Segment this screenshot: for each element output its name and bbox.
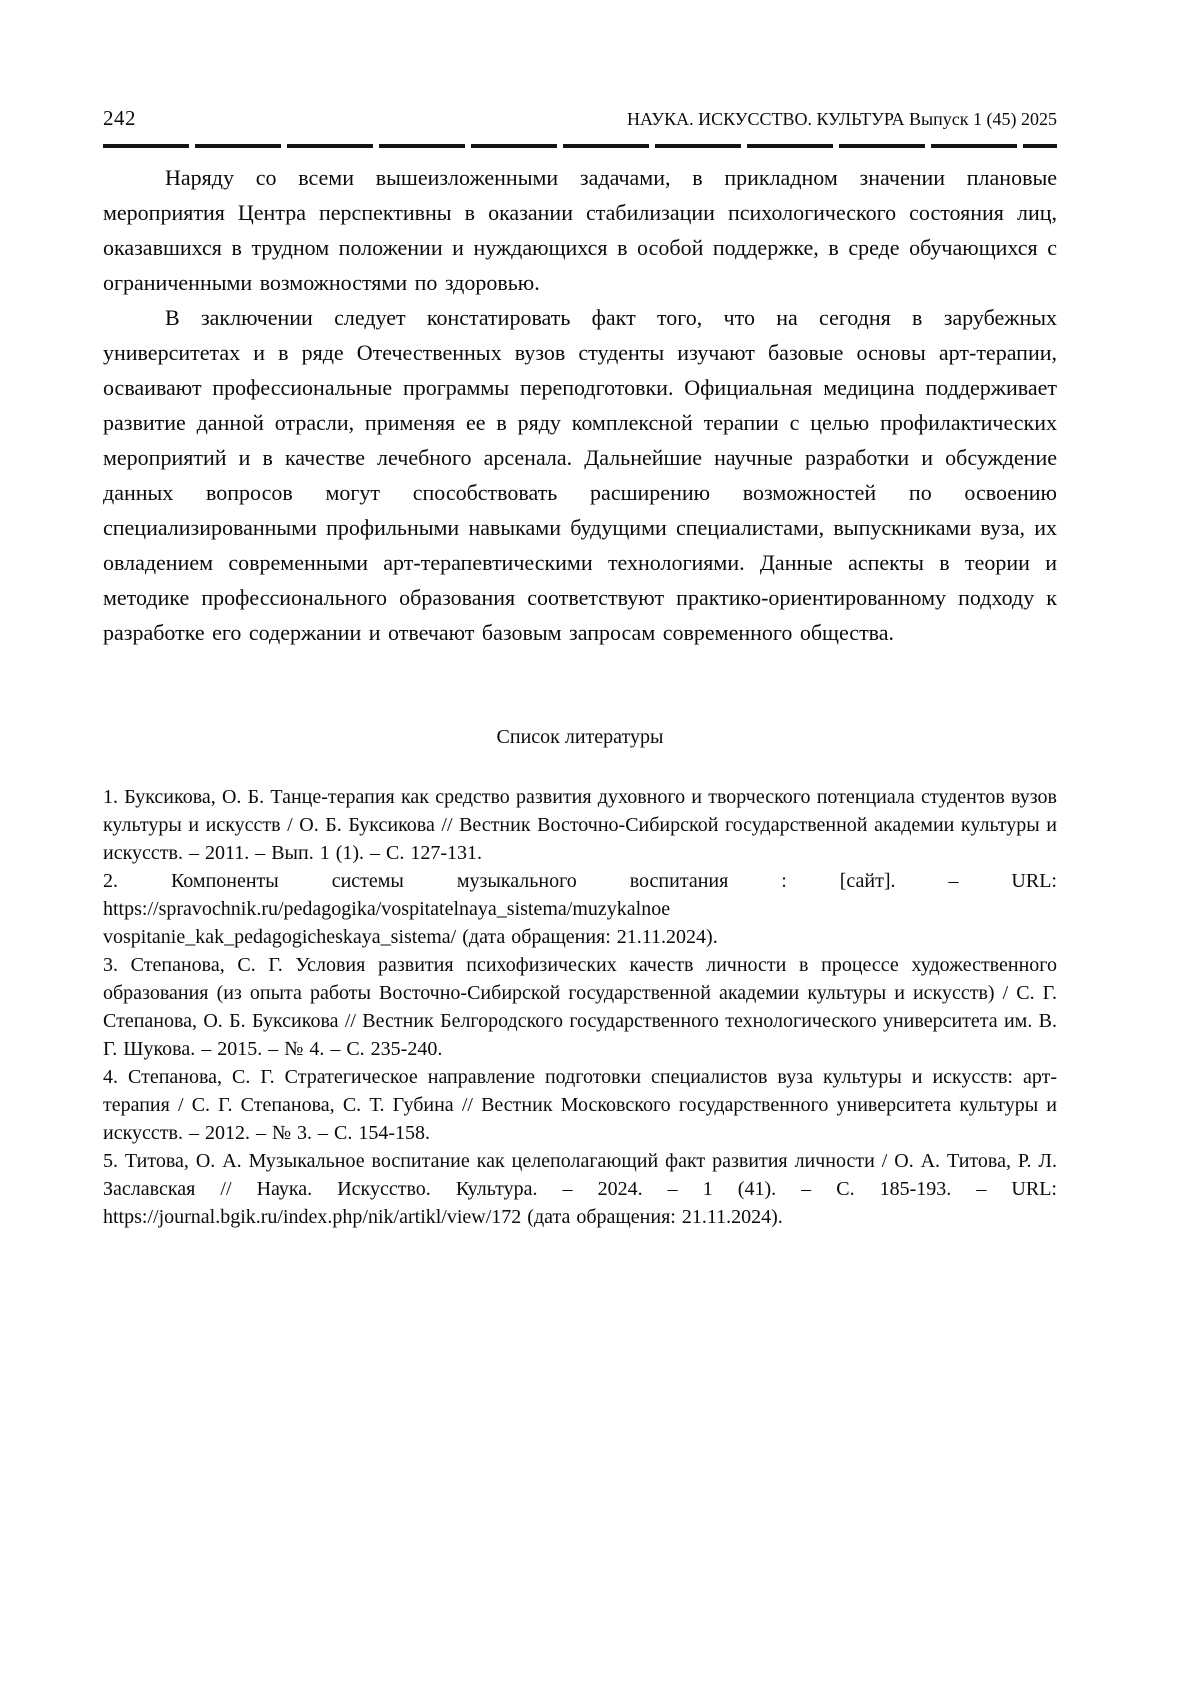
header-rule-divider — [103, 144, 1057, 148]
references-list — [103, 783, 1057, 1231]
page-header — [103, 106, 1057, 131]
reference-item-4: 4. Степанова, С. Г. Стратегическое направление подготовки специалистов вуза культуры и искусств: арт-терапия / С. Г. Степанова, С. Т. Губина // Вестник Московского государственного университета культуры и искусств. – 2012. – № 3. – С. 154-158. — [103, 1066, 1057, 1144]
article-body — [103, 160, 1057, 1231]
body-paragraph-2: В заключении следует констатировать факт того, что на сегодня в зарубежных университетах и в ряде Отечественных вузов студенты изучают базовые основы арт-терапии, осваивают профессиональные программы переподготовки. Официальная медицина поддерживает развитие данной отрасли, применяя ее в ряду комплексной терапии с целью профилактических мероприятий и в качестве лечебного арсенала. Дальнейшие научные разработки и обсуждение данных вопросов могут способствовать расширению возможностей по освоению специализированными профильными навыками будущими специалистами, выпускниками вуза, их овладением современными арт-терапевтическими технологиями. Данные аспекты в теории и методике профессионального образования соответствуют практико-ориентированному подходу к разработке его содержании и отвечают базовым запросам современного общества. — [103, 305, 1057, 645]
reference-item-2 — [103, 867, 1057, 951]
reference-item-1: 1. Буксикова, О. Б. Танце-терапия как средство развития духовного и творческого потенциала студентов вузов культуры и искусств / О. Б. Буксикова // Вестник Восточно-Сибирской государственной академии культуры и искусств. – 2011. – Вып. 1 (1). – С. 127-131. — [103, 786, 1057, 864]
reference-2-line-3: vospitanie_kak_pedagogicheskaya_sistema/ (дата обращения: 21.11.2024). — [103, 926, 718, 948]
reference-item-3: 3. Степанова, С. Г. Условия развития психофизических качеств личности в процессе художественного образования (из опыта работы Восточно-Сибирской государственной академии культуры и искусств) / С. Г. Степанова, О. Б. Буксикова // Вестник Белгородского государственного технологического университета им. В. Г. Шукова. – 2015. – № 4. – С. 235-240. — [103, 954, 1057, 1060]
reference-2-url-line: https://spravochnik.ru/pedagogika/vospitatelnaya_sistema/muzykalnoe — [103, 898, 671, 920]
body-paragraph-1: Наряду со всеми вышеизложенными задачами, в прикладном значении плановые мероприятия Центра перспективны в оказании стабилизации психологического состояния лиц, оказавшихся в трудном положении и нуждающихся в особой поддержке, в среде обучающихся с ограниченными возможностями по здоровью. — [103, 165, 1057, 295]
reference-item-5: 5. Титова, О. А. Музыкальное воспитание как целеполагающий факт развития личности / О. А. Титова, Р. Л. Заславская // Наука. Искусство. Культура. – 2024. – 1 (41). – С. 185-193. – URL: https://journal.bgik.ru/index.php/nik/artikl/view/172 (дата обращения: 21.11.2024). — [103, 1150, 1057, 1228]
reference-2-line-1: 2. Компоненты системы музыкального воспитания : [сайт]. – URL: — [103, 870, 1057, 892]
references-heading: Список литературы — [496, 726, 664, 748]
journal-running-title: НАУКА. ИСКУССТВО. КУЛЬТУРА Выпуск 1 (45) 2025 — [626, 109, 1057, 129]
page-number: 242 — [103, 106, 136, 130]
